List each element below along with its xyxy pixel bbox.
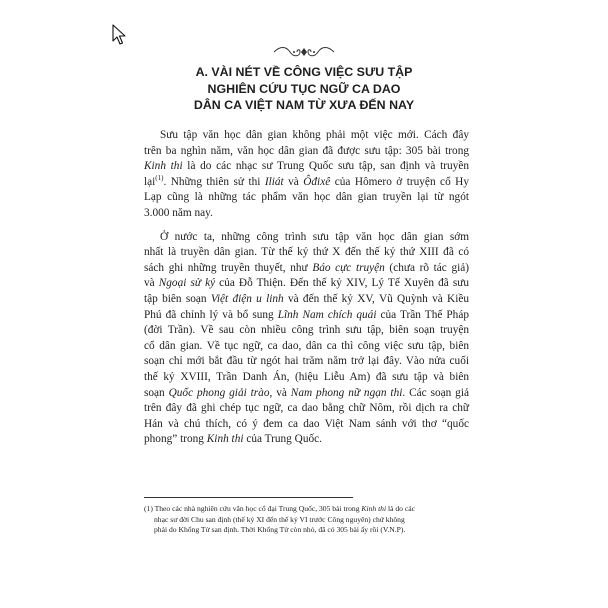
text-line	[144, 386, 469, 402]
text-run: tập biên soạn	[144, 292, 211, 305]
text-run: của Đỗ Thiện. Đến thế kỷ XIV, Lý Tế Xuyên đã sưu	[215, 277, 470, 290]
text-line	[144, 276, 469, 292]
text-run: soạn	[144, 386, 169, 399]
text-run: lại	[144, 175, 156, 188]
book-title: Lĩnh Nam chích quái	[277, 308, 377, 321]
text-line	[144, 261, 469, 277]
text-line: Lạp cũng là những tác phẩm văn học dân gian truyền lại từ ngót	[144, 191, 469, 204]
book-title: Ngoại sử ký	[158, 277, 216, 290]
text-run: của Trung Quốc.	[243, 433, 322, 446]
text-run: và	[283, 175, 304, 188]
text-line: 3.000 năm nay.	[144, 206, 213, 219]
text-run: sách ghi những truyền thuyết, như	[144, 261, 313, 274]
text-line: trên đây đã ghi chép tục ngữ, ca dao bằng chữ Nôm, rồi dịch ra chữ	[144, 402, 469, 415]
book-title: Việt điện u linh	[210, 292, 284, 305]
text-run: và đến thế kỷ XV, Vũ Quỳnh và Kiều	[283, 292, 469, 305]
text-line: (đời Trần). Về sau còn nhiều công trình sưu tập, biên soạn truyện	[144, 324, 469, 337]
heading-line-2: NGHIÊN CỨU TỤC NGỮ CA DAO	[207, 81, 401, 96]
text-run: , và	[269, 386, 291, 399]
text-run: . Các soạn giả	[402, 386, 469, 399]
text-line: Hán và chú thích, có ý đem ca dao Việt Nam sánh với thơ “quốc	[144, 417, 469, 430]
text-line: thế kỷ XVIII, Trần Danh Án, (hiệu Liễu Am) đã sưu tập và biên	[144, 370, 469, 383]
section-heading	[160, 64, 448, 114]
text-run: Phú đã chỉnh lý và bổ sung	[144, 308, 278, 321]
text-line: cổ dân gian. Về tục ngữ, ca dao, dân ca thì công việc sưu tập, biên	[144, 339, 469, 352]
text-run: và	[144, 277, 159, 290]
footnote	[144, 504, 469, 536]
text-run: (chưa rõ tác giả)	[384, 261, 470, 274]
text-run: của Trần Thế Pháp	[376, 308, 469, 321]
book-title: Kinh thi	[361, 504, 387, 513]
text-line	[144, 175, 469, 191]
text-line: trên ba nghìn năm, văn học dân gian đã được sưu tập: 305 bài trong	[144, 144, 469, 157]
body-text	[144, 128, 469, 456]
text-line	[144, 308, 469, 324]
text-line: Ở nước ta, những công trình sưu tập văn học dân gian sớm	[160, 230, 469, 243]
text-run: là do các nhạc sư Trung Quốc sưu tập, san định và truyền	[182, 160, 469, 173]
text-run: phong” trong	[144, 433, 207, 446]
text-run: (1) Theo các nhà nghiên cứu văn học cổ đại Trung Quốc, 305 bài trong	[144, 504, 362, 513]
text-run: . Những thiên sử thi	[163, 175, 265, 188]
text-line: soạn chỉ mới bắt đầu từ ngót hai trăm năm trở lại đây. Vào nửa cuối	[144, 355, 469, 368]
book-title: Kinh thi	[206, 433, 244, 446]
mouse-pointer-icon	[112, 24, 126, 46]
text-run: của Hômero ở truyện cổ Hy	[330, 175, 469, 188]
decorative-flourish-icon	[272, 46, 336, 58]
text-run: là do các	[386, 504, 415, 513]
footnote-line	[144, 504, 469, 515]
text-line	[144, 432, 469, 448]
paragraph-2	[144, 230, 469, 448]
book-title: Kinh thi	[144, 160, 183, 173]
book-title: Quốc phong giải trào	[168, 386, 270, 399]
footnote-marker: (1)	[155, 174, 164, 183]
book-title: Ôđixê	[303, 175, 331, 188]
text-line: nhất là truyền dân gian. Từ thế kỷ thứ X đến thế kỷ thứ XIII đã có	[144, 246, 469, 259]
footnote-divider	[144, 497, 353, 498]
book-title: Iliát	[264, 175, 284, 188]
footnote-line: nhạc sư đời Chu san định (thế kỷ XI đến thế kỷ VI trước Công nguyên) chứ không	[154, 514, 405, 524]
footnote-line: phải do Khổng Tử san định. Thời Khổng Tử còn nhỏ, đã có 305 bài ấy rồi (V.N.P).	[154, 525, 406, 535]
text-line	[144, 292, 469, 308]
book-title: Báo cực truyện	[312, 261, 385, 274]
book-title: Nam phong nữ ngạn thi	[290, 386, 403, 399]
heading-line-3: DÂN CA VIỆT NAM TỪ XƯA ĐẾN NAY	[193, 98, 415, 113]
text-line	[144, 159, 469, 175]
text-line: Sưu tập văn học dân gian không phải một việc mới. Cách đây	[160, 129, 469, 141]
heading-line-1: A. VÀI NÉT VỀ CÔNG VIỆC SƯU TẬP	[195, 65, 413, 79]
paragraph-1	[144, 128, 469, 222]
